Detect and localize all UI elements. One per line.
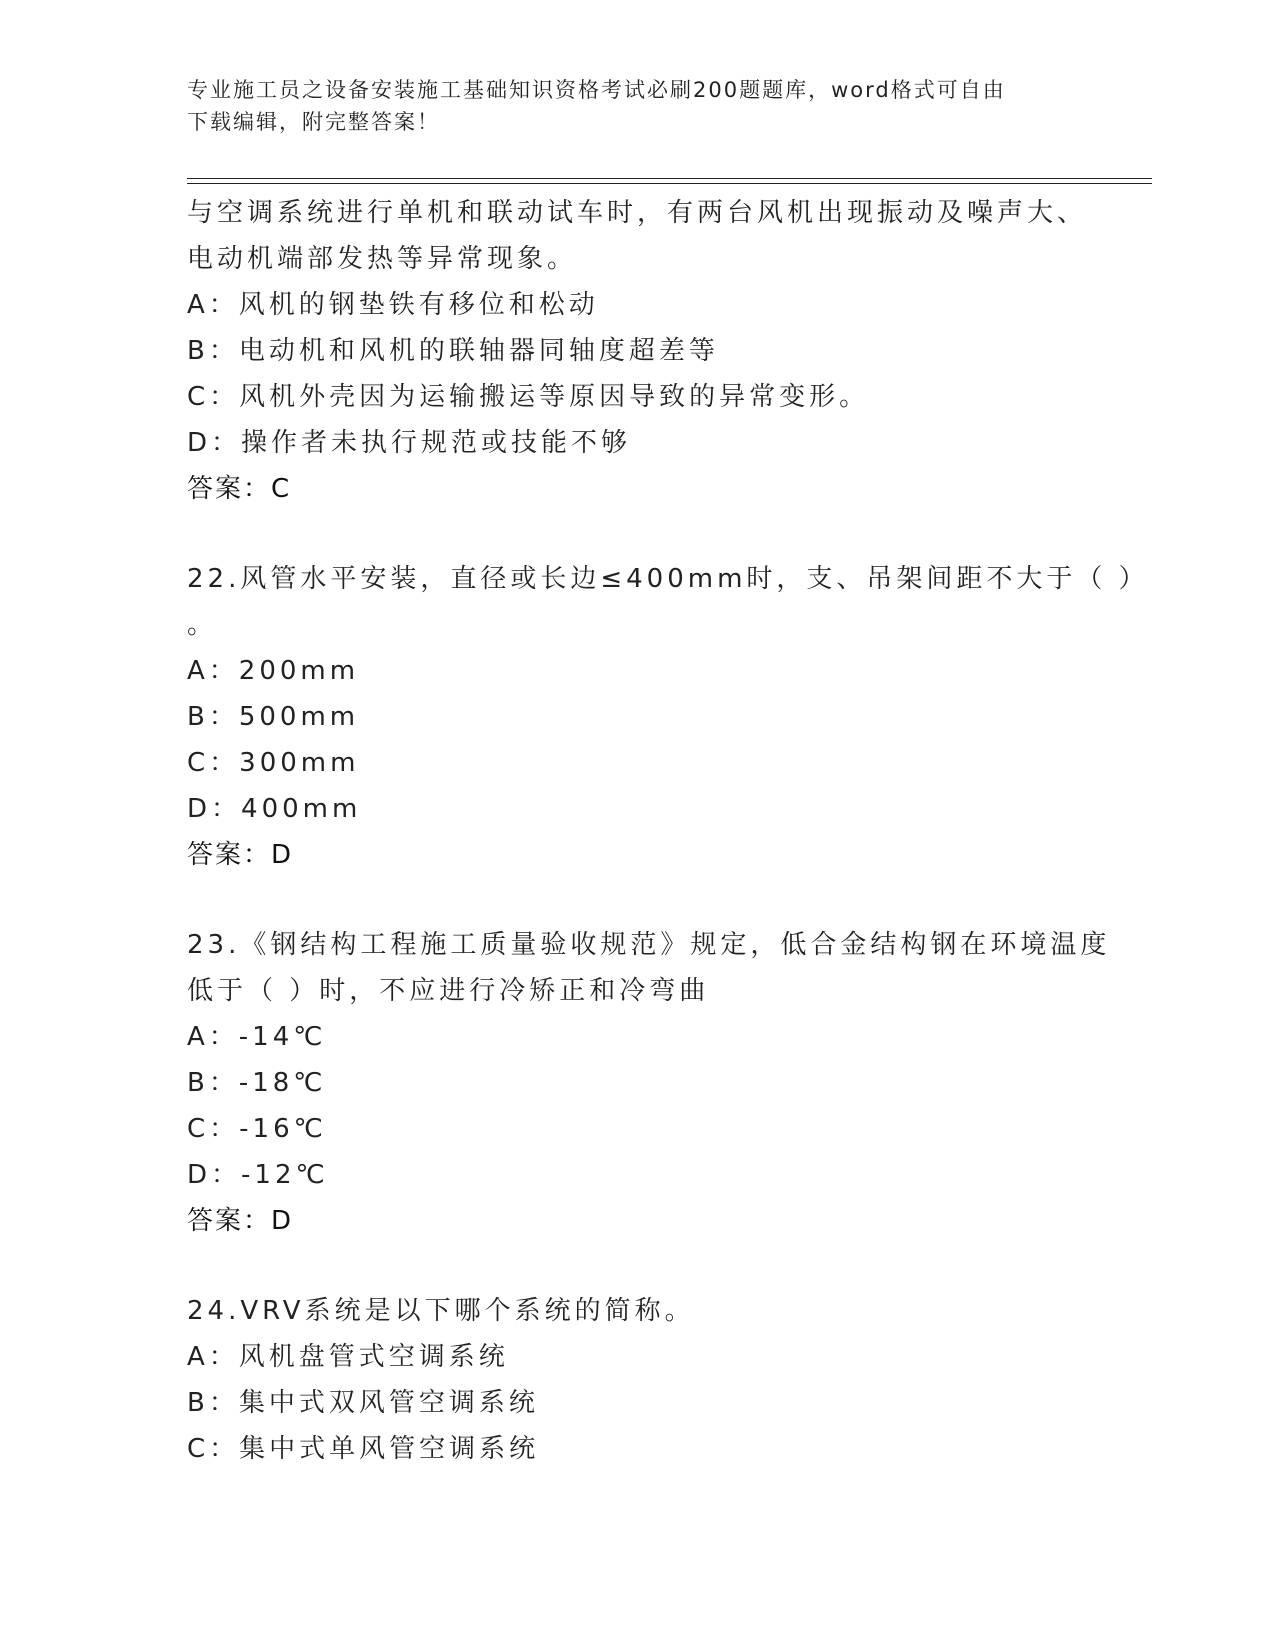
question-stem-line: 22.风管水平安装，直径或长边≤400mm时，支、吊架间距不大于（ ） [187,564,1149,594]
header-title-line-1: 专业施工员之设备安装施工基础知识资格考试必刷200题题库，word格式可自由 [187,78,1006,102]
option-a: A：风机盘管式空调系统 [187,1342,509,1372]
question-stem-line: 23.《钢结构工程施工质量验收规范》规定，低合金结构钢在环境温度 [187,930,1111,960]
header-divider-top [187,178,1152,179]
option-b: B：集中式双风管空调系统 [187,1388,539,1418]
option-b: B：500mm [187,702,360,732]
question-spacer [187,512,1087,556]
option-a: A：200mm [187,656,360,686]
option-c: C：300mm [187,748,360,778]
question-22 [187,556,1149,878]
question-stem-line: 。 [187,610,218,640]
option-d: D：400mm [187,794,362,824]
question-spacer [187,878,1087,922]
header-title-line-2: 下载编辑，附完整答案！ [187,110,440,134]
question-stem-line: 低于（ ）时，不应进行冷矫正和冷弯曲 [187,976,710,1006]
question-21-continued [187,190,1087,512]
option-a: A：-14℃ [187,1022,327,1052]
option-b: B：电动机和风机的联轴器同轴度超差等 [187,336,719,366]
question-23 [187,922,1111,1244]
option-c: C：风机外壳因为运输搬运等原因导致的异常变形。 [187,382,870,412]
question-stem-line: 与空调系统进行单机和联动试车时，有两台风机出现振动及噪声大、 [187,198,1088,228]
document-header [187,74,1067,138]
option-c: C：-16℃ [187,1114,327,1144]
option-b: B：-18℃ [187,1068,327,1098]
answer-label: 答案：D [187,1206,294,1236]
answer-label: 答案：D [187,840,294,870]
header-divider-bottom [187,183,1152,184]
option-d: D：-12℃ [187,1160,329,1190]
option-a: A：风机的钢垫铁有移位和松动 [187,290,599,320]
question-stem-line: 24.VRV系统是以下哪个系统的简称。 [187,1296,695,1326]
option-d: D：操作者未执行规范或技能不够 [187,428,632,458]
option-c: C：集中式单风管空调系统 [187,1434,540,1464]
question-list [187,190,1149,1472]
answer-label: 答案：C [187,474,292,504]
question-spacer [187,1244,1087,1288]
question-24 [187,1288,1087,1472]
question-stem-line: 电动机端部发热等异常现象。 [187,244,578,274]
